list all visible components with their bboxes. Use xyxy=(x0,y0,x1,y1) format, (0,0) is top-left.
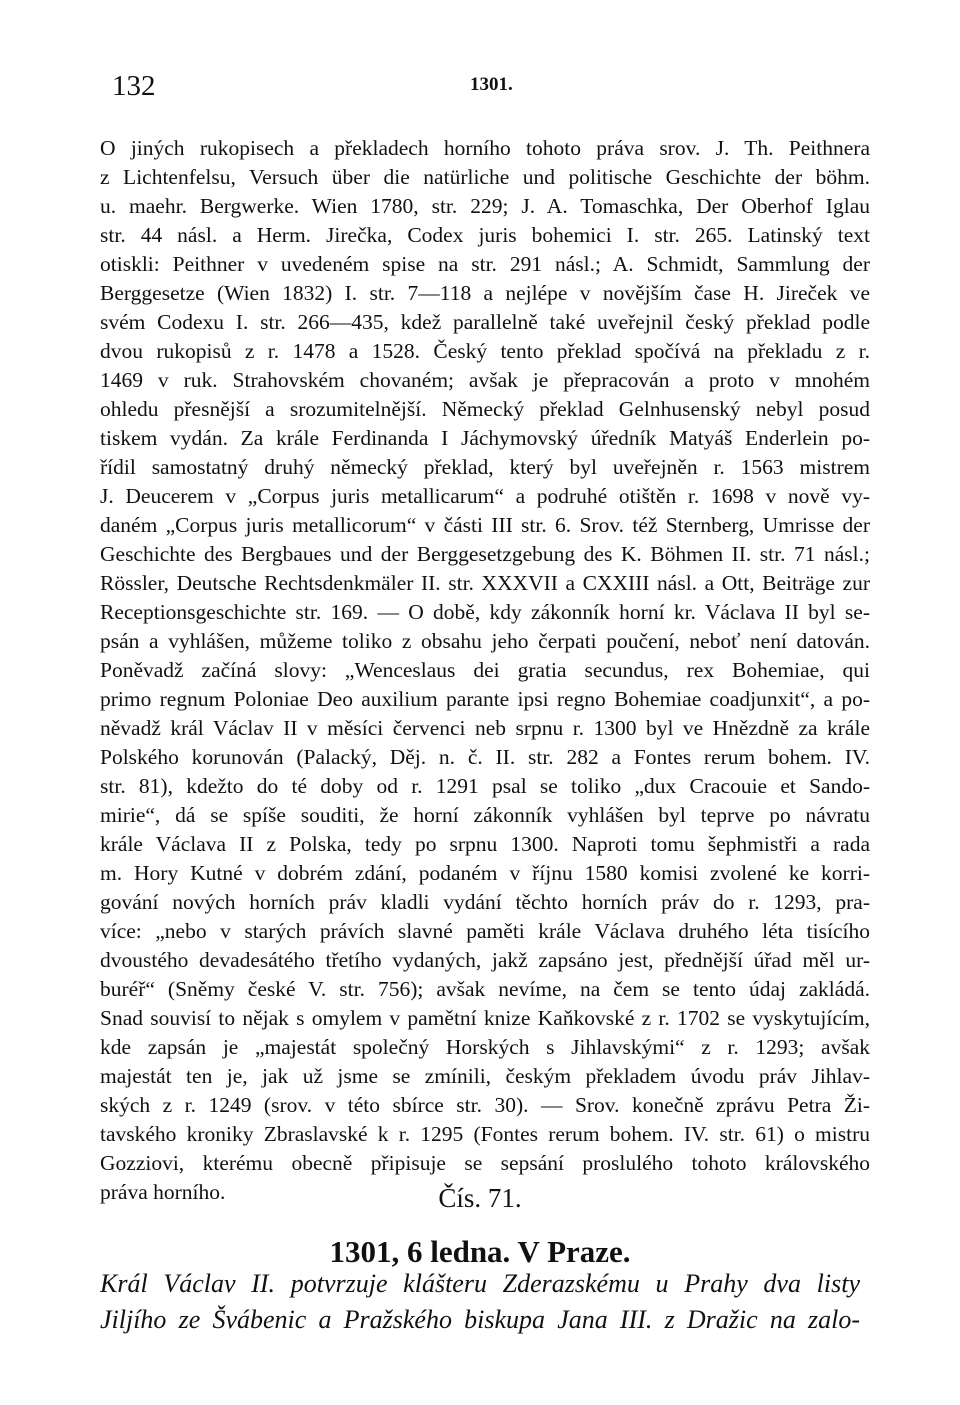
text-line: daném „Corpus juris metallicorum“ v části III str. 6. Srov. též Sternberg, Umrisse der xyxy=(100,513,870,537)
text-line: J. Deucerem v „Corpus juris metallicarum“ a podruhé otištěn r. 1698 v nově vy- xyxy=(100,484,870,508)
text-line: více: „nebo v starých právích slavné paměti krále Václava druhého léta tisícího xyxy=(100,919,870,943)
text-line: Geschichte des Bergbaues und der Berggesetzgebung des K. Böhmen II. str. 71 násl.; xyxy=(100,542,870,566)
page-header xyxy=(112,70,862,106)
text-line: O jiných rukopisech a překladech horního tohoto práva srov. J. Th. Peithnera xyxy=(100,136,870,160)
text-line: kde zapsán je „majestát společný Horských s Jihlavskými“ z r. 1293; avšak xyxy=(100,1035,870,1059)
text-line: buréř“ (Sněmy české V. str. 756); avšak nevíme, na čem se tento údaj zakládá. xyxy=(100,977,870,1001)
text-line: m. Hory Kutné v dobrém zdání, podaném v říjnu 1580 komisi zvolené ke korri- xyxy=(100,861,870,885)
text-line: Poněvadž začíná slovy: „Wenceslaus dei gratia secundus, rex Bohemiae, qui xyxy=(100,658,870,682)
page-number: 132 xyxy=(112,70,156,102)
text-line: Polského korunován (Palacký, Děj. n. č. II. str. 282 a Fontes rerum bohem. IV. xyxy=(100,745,870,769)
body-text xyxy=(100,134,870,1207)
text-line: str. 44 násl. a Herm. Jirečka, Codex juris bohemici I. str. 265. Latinský text xyxy=(100,223,870,247)
text-line: něvadž král Václav II v měsíci červenci neb srpnu r. 1300 byl ve Hnězdně za krále xyxy=(100,716,870,740)
text-line: dvoustého devadesátého třetího vydaných, jakž zapsáno jest, přednější úřad měl ur- xyxy=(100,948,870,972)
text-line: ohledu přesnější a srozumitelnější. Německý překlad Gelnhusenský nebyl posud xyxy=(100,397,870,421)
document-date-place: 1301, 6 ledna. V Praze. xyxy=(329,1234,631,1269)
text-line: 1469 v ruk. Strahovském chovaném; avšak je přepracován a proto v mnohém xyxy=(100,368,870,392)
text-line: u. maehr. Bergwerke. Wien 1780, str. 229; J. A. Tomaschka, Der Oberhof Iglau xyxy=(100,194,870,218)
text-line: Receptionsgeschichte str. 169. — O době, kdy zákonník horní kr. Václava II byl se- xyxy=(100,600,870,624)
text-line: gování nových horních práv kladli vydání těchto horních práv do r. 1293, pra- xyxy=(100,890,870,914)
text-line: tiskem vydán. Za krále Ferdinanda I Jáchymovský úředník Matyáš Enderlein po- xyxy=(100,426,870,450)
document-number: Čís. 71. xyxy=(438,1183,522,1213)
text-line: ských z r. 1249 (srov. v této sbírce str. 30). — Srov. konečně zprávu Petra Ži- xyxy=(100,1093,870,1117)
text-line: primo regnum Poloniae Deo auxilium parante ipsi regno Bohemiae coadjunxit“, a po- xyxy=(100,687,870,711)
text-line: psán a vyhlášen, můžeme toliko z obsahu jeho čerpati poučení, neboť není datován. xyxy=(100,629,870,653)
text-line: krále Václava II z Polska, tedy po srpnu 1300. Naproti tomu šephmistři a rada xyxy=(100,832,870,856)
text-line: tavského kroniky Zbraslavské k r. 1295 (Fontes rerum bohem. IV. str. 61) o mistru xyxy=(100,1122,870,1146)
text-line: otiskli: Peithner v uvedeném spise na str. 291 násl.; A. Schmidt, Sammlung der xyxy=(100,252,870,276)
text-line: svém Codexu I. str. 266—435, kdež parallelně také uveřejnil český překlad podle xyxy=(100,310,870,334)
document-regest xyxy=(100,1266,860,1338)
regest-line: Král Václav II. potvrzuje klášteru Zderazskému u Prahy dva listy xyxy=(100,1269,860,1298)
text-line: Rössler, Deutsche Rechtsdenkmäler II. str. XXXVII a CXXIII násl. a Ott, Beiträge zur xyxy=(100,571,870,595)
text-line-last: práva horního. xyxy=(100,1180,226,1204)
running-header-year: 1301. xyxy=(470,74,513,95)
text-line: Snad souvisí to nějak s omylem v pamětní knize Kaňkovské z r. 1702 se vyskytujícím, xyxy=(100,1006,870,1030)
text-line: Gozziovi, kterému obecně připisuje se sepsání proslulého tohoto královského xyxy=(100,1151,870,1175)
text-line: majestát ten je, jak už jsme se zmínili, českým překladem úvodu práv Jihlav- xyxy=(100,1064,870,1088)
text-line: z Lichtenfelsu, Versuch über die natürliche und politische Geschichte der böhm. xyxy=(100,165,870,189)
text-line: Berggesetze (Wien 1832) I. str. 7—118 a nejlépe v novějším čase H. Jireček ve xyxy=(100,281,870,305)
text-line: str. 81), kdežto do té doby od r. 1291 psal se toliko „dux Cracouie et Sando- xyxy=(100,774,870,798)
text-line: mirie“, dá se spíše souditi, že horní zákonník vyhlášen byl teprve po návratu xyxy=(100,803,870,827)
regest-line: Jiljího ze Švábenic a Pražského biskupa Jana III. z Dražic na zalo- xyxy=(100,1305,860,1334)
text-line: řídil samostatný druhý německý překlad, který byl uveřejněn r. 1563 mistrem xyxy=(100,455,870,479)
text-line: dvou rukopisů z r. 1478 a 1528. Český tento překlad spočívá na překladu z r. xyxy=(100,339,870,363)
